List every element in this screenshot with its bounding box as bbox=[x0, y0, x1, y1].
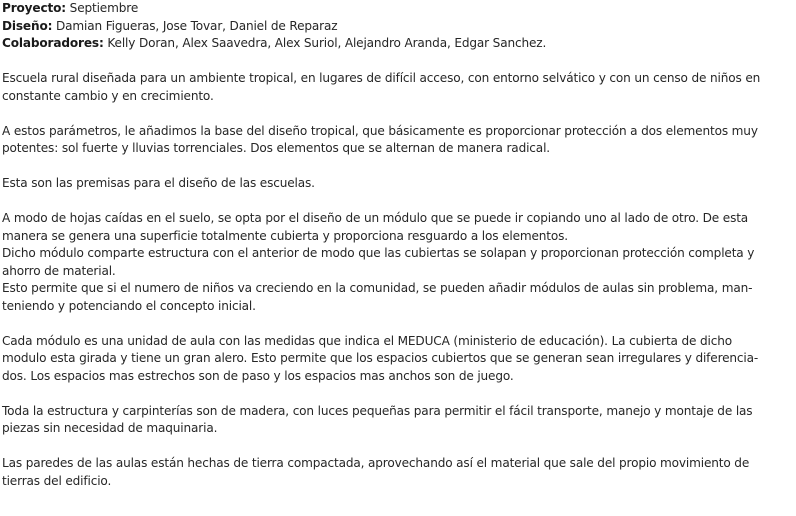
paragraph-premises bbox=[2, 175, 796, 193]
spacer bbox=[2, 158, 796, 176]
paragraph-walls bbox=[2, 455, 796, 490]
text-line: A modo de hojas caídas en el suelo, se opta por el diseño de un módulo que se puede ir copiando uno al lado de otro. De esta bbox=[2, 211, 749, 225]
text-line: constante cambio y en crecimiento. bbox=[2, 88, 214, 103]
paragraph-classroom-unit bbox=[2, 333, 796, 386]
text-line: Escuela rural diseñada para un ambiente tropical, en lugares de difícil acceso, con entorno selvático y con un censo de niños en bbox=[2, 71, 761, 85]
text-line: manera se genera una superficie totalmente cubierta y proporciona resguardo a los elementos. bbox=[2, 228, 568, 243]
spacer bbox=[2, 193, 796, 211]
text-line: ahorro de material. bbox=[2, 263, 116, 278]
collaborators-value: Kelly Doran, Alex Saavedra, Alex Suriol, Alejandro Aranda, Edgar Sanchez. bbox=[103, 36, 547, 50]
design-line bbox=[2, 18, 796, 36]
project-label: Proyecto: bbox=[2, 1, 66, 15]
spacer bbox=[2, 385, 796, 403]
text-line: Esto permite que si el numero de niños va creciendo en la comunidad, se pueden añadir módulos de aulas sin problema, man- bbox=[2, 281, 753, 295]
text-line: modulo esta girada y tiene un gran alero. Esto permite que los espacios cubiertos que se generan sean irregulares y diferencia- bbox=[2, 351, 759, 365]
text-line: Cada módulo es una unidad de aula con las medidas que indica el MEDUCA (ministerio de educación). La cubierta de dicho bbox=[2, 333, 733, 348]
design-value: Damian Figueras, Jose Tovar, Daniel de Reparaz bbox=[52, 18, 338, 33]
text-line: Esta son las premisas para el diseño de las escuelas. bbox=[2, 176, 315, 190]
spacer bbox=[2, 53, 796, 71]
text-line: Las paredes de las aulas están hechas de tierra compactada, aprovechando así el material que sale del propio movimiento de bbox=[2, 456, 750, 470]
spacer bbox=[2, 438, 796, 456]
text-line: potentes: sol fuerte y lluvias torrenciales. Dos elementos que se alternan de manera radical. bbox=[2, 141, 550, 155]
text-line: dos. Los espacios mas estrechos son de paso y los espacios mas anchos son de juego. bbox=[2, 368, 514, 383]
text-line: Dicho módulo comparte estructura con el anterior de modo que las cubiertas se solapan y proporcionan protección completa y bbox=[2, 246, 755, 260]
text-line: A estos parámetros, le añadimos la base del diseño tropical, que básicamente es proporcionar protección a dos elementos muy bbox=[2, 123, 758, 138]
paragraph-module-design bbox=[2, 210, 796, 315]
paragraph-intro bbox=[2, 70, 796, 105]
text-line: teniendo y potenciando el concepto inicial. bbox=[2, 298, 256, 313]
project-value: Septiembre bbox=[65, 1, 139, 15]
paragraph-structure bbox=[2, 403, 796, 438]
text-line: piezas sin necesidad de maquinaria. bbox=[2, 421, 218, 435]
spacer bbox=[2, 105, 796, 123]
project-line bbox=[2, 0, 796, 18]
collaborators-label: Colaboradores: bbox=[2, 36, 104, 50]
collaborators-line bbox=[2, 35, 796, 53]
spacer bbox=[2, 315, 796, 333]
text-line: Toda la estructura y carpinterías son de madera, con luces pequeñas para permitir el fácil transporte, manejo y montaje de las bbox=[2, 403, 753, 418]
paragraph-parameters bbox=[2, 123, 796, 158]
text-line: tierras del edificio. bbox=[2, 473, 112, 488]
design-label: Diseño: bbox=[2, 18, 53, 33]
